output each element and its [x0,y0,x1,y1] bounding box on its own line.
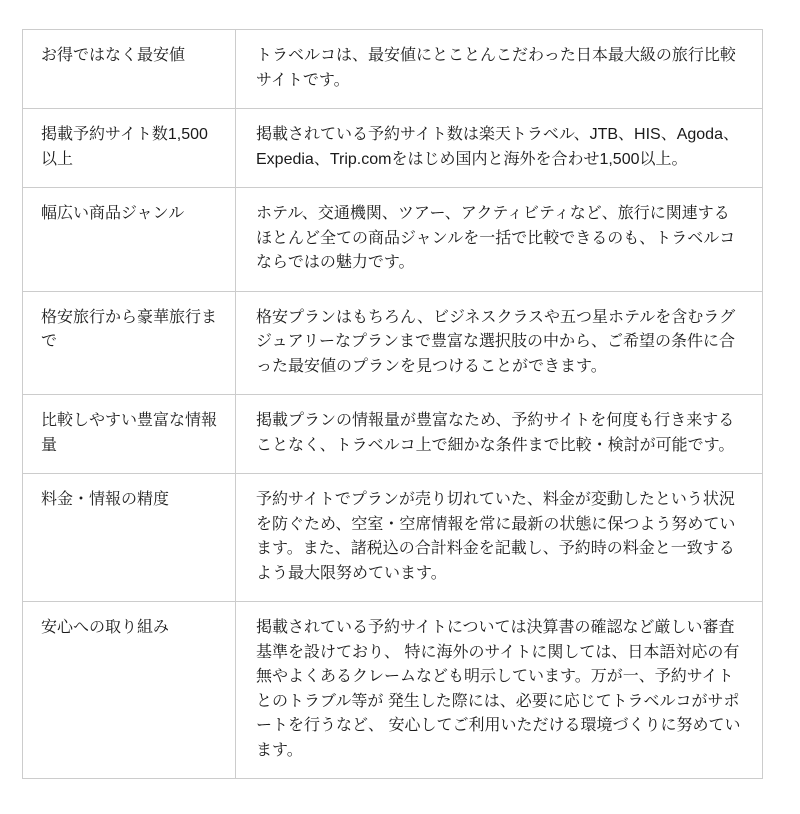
table-row [23,291,763,395]
feature-label: 幅広い商品ジャンル [23,188,236,292]
table-row [23,109,763,188]
feature-label: 比較しやすい豊富な情報量 [23,395,236,474]
table-row [23,602,763,779]
feature-description: 掲載されている予約サイト数は楽天トラベル、JTB、HIS、Agoda、Expedia、Trip.comをはじめ国内と海外を合わせ1,500以上。 [236,109,763,188]
feature-description: ホテル、交通機関、ツアー、アクティビティなど、旅行に関連するほとんど全ての商品ジャンルを一括で比較できるのも、トラベルコならではの魅力です。 [236,188,763,292]
table-row [23,395,763,474]
feature-description: 掲載プランの情報量が豊富なため、予約サイトを何度も行き来することなく、トラベルコ上で細かな条件まで比較・検討が可能です。 [236,395,763,474]
feature-label: 掲載予約サイト数1,500以上 [23,109,236,188]
feature-description: 予約サイトでプランが売り切れていた、料金が変動したという状況を防ぐため、空室・空席情報を常に最新の状態に保つよう努めています。また、諸税込の合計料金を記載し、予約時の料金と一致するよう最大限努めています。 [236,474,763,602]
feature-label: 料金・情報の精度 [23,474,236,602]
feature-description: トラベルコは、最安値にとことんこだわった日本最大級の旅行比較サイトです。 [236,30,763,109]
table-row [23,474,763,602]
feature-label: 安心への取り組み [23,602,236,779]
feature-label: お得ではなく最安値 [23,30,236,109]
table-row [23,188,763,292]
features-table [22,29,763,779]
feature-description: 格安プランはもちろん、ビジネスクラスや五つ星ホテルを含むラグジュアリーなプランまで豊富な選択肢の中から、ご希望の条件に合った最安値のプランを見つけることができます。 [236,291,763,395]
feature-label: 格安旅行から豪華旅行まで [23,291,236,395]
table-row [23,30,763,109]
feature-description: 掲載されている予約サイトについては決算書の確認など厳しい審査基準を設けており、 特に海外のサイトに関しては、日本語対応の有無やよくあるクレームなども明示しています。万が一、予約サイトとのトラブル等が 発生した際には、必要に応じてトラベルコがサポートを行うなど、 安心してご利用いただける環境づくりに努めています。 [236,602,763,779]
